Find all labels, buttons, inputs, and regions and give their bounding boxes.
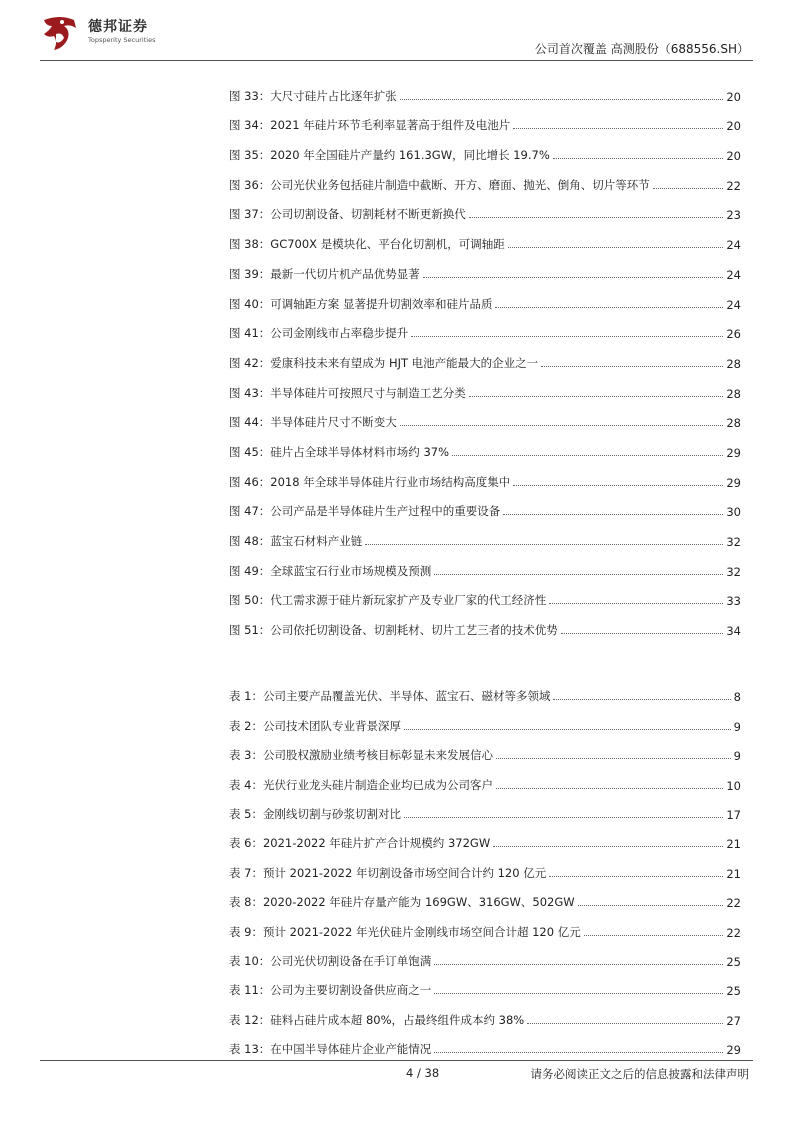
figure-toc-entry[interactable] <box>229 222 741 252</box>
toc-entry-label: 图 47：公司产品是半导体硅片生产过程中的重要设备 <box>229 504 501 519</box>
table-toc-entry[interactable] <box>229 998 741 1027</box>
dot-leader <box>404 817 723 818</box>
figure-toc-entry[interactable] <box>229 608 741 638</box>
dot-leader <box>549 876 723 877</box>
table-toc-entry[interactable] <box>229 851 741 880</box>
toc-entry-label: 图 37：公司切割设备、切割耗材不断更新换代 <box>229 207 466 222</box>
header-divider <box>40 60 753 61</box>
toc-entry-page: 22 <box>726 925 741 940</box>
figure-toc-entry[interactable] <box>229 312 741 342</box>
toc-entry-page: 23 <box>726 208 741 223</box>
figure-toc-entry[interactable] <box>229 579 741 609</box>
dot-leader <box>404 729 731 730</box>
toc-entry-label: 图 45：硅片占全球半导体材料市场约 37% <box>229 444 450 459</box>
toc-entry-label: 图 48：蓝宝石材料产业链 <box>229 534 363 548</box>
toc-entry-label: 图 44：半导体硅片尺寸不断变大 <box>229 415 397 430</box>
table-toc-entry[interactable] <box>229 1028 741 1057</box>
toc-entry-page: 22 <box>726 896 741 911</box>
dot-leader <box>578 905 724 906</box>
toc-entry-page: 17 <box>726 807 741 822</box>
toc-entry-page: 26 <box>726 327 741 342</box>
figure-toc-entry[interactable] <box>229 460 741 490</box>
figure-toc-entry[interactable] <box>229 163 741 193</box>
table-toc-entry[interactable] <box>229 940 741 969</box>
toc-entry-page: 24 <box>726 267 741 282</box>
dot-leader <box>434 574 723 575</box>
table-toc-entry[interactable] <box>229 910 741 939</box>
toc-entry-label: 图 46：2018 年全球半导体硅片行业市场结构高度集中 <box>229 474 511 489</box>
toc-entry-label: 图 42：爱康科技未来有望成为 HJT 电池产能最大的企业之一 <box>229 355 539 370</box>
toc-entry-page: 20 <box>726 89 741 104</box>
dot-leader <box>411 336 723 337</box>
dot-leader <box>513 128 723 129</box>
toc-entry-label: 图 40：可调轴距方案 显著提升切割效率和硅片品质 <box>229 296 493 311</box>
toc-entry-page: 29 <box>726 1043 741 1058</box>
toc-entry-page: 29 <box>726 445 741 460</box>
table-toc-entry[interactable] <box>229 881 741 910</box>
dot-leader <box>452 455 723 456</box>
toc-entry-page: 9 <box>733 749 741 764</box>
dot-leader <box>493 846 723 847</box>
toc-entry-label: 图 50：代工需求源于硅片新玩家扩产及专业厂家的代工经济性 <box>229 593 547 608</box>
table-toc-entry[interactable] <box>229 675 741 704</box>
figure-toc-entry[interactable] <box>229 104 741 134</box>
toc-entry-label: 图 51：公司依托切割设备、切割耗材、切片工艺三者的技术优势 <box>229 623 558 638</box>
toc-entry-label: 表 12：硅料占硅片成本超 80%，占最终组件成本约 38% <box>229 1012 525 1027</box>
toc-entry-page: 22 <box>726 178 741 193</box>
toc-entry-page: 10 <box>726 778 741 793</box>
toc-entry-page: 28 <box>726 416 741 431</box>
toc-entry-page: 34 <box>726 624 741 639</box>
toc-entry-label: 图 43：半导体硅片可按照尺寸与制造工艺分类 <box>229 385 466 400</box>
toc-entry-label: 表 8：2020-2022 年硅片存量产能为 169GW、316GW、502GW <box>229 895 575 910</box>
toc-entry-page: 32 <box>726 564 741 579</box>
toc-entry-page: 24 <box>726 297 741 312</box>
toc-entry-page: 33 <box>726 594 741 609</box>
figure-toc-entry[interactable] <box>229 371 741 401</box>
toc-entry-label: 表 5：金刚线切割与砂浆切割对比 <box>229 806 401 821</box>
figure-toc-entry[interactable] <box>229 193 741 223</box>
dot-leader <box>496 758 731 759</box>
figure-toc-entry[interactable] <box>229 519 741 549</box>
dot-leader <box>561 633 724 634</box>
dot-leader <box>495 307 723 308</box>
dot-leader <box>434 1052 723 1053</box>
toc-entry-label: 表 6：2021-2022 年硅片扩产合计规模约 372GW <box>229 836 491 851</box>
dot-leader <box>469 396 724 397</box>
dot-leader <box>400 425 724 426</box>
toc-entry-label: 图 35：2020 年全国硅片产量约 161.3GW，同比增长 19.7% <box>229 148 550 163</box>
toc-entry-label: 图 49：全球蓝宝石行业市场规模及预测 <box>229 563 432 578</box>
dot-leader <box>503 514 723 515</box>
toc-entry-page: 30 <box>726 505 741 520</box>
toc-entry-page: 28 <box>726 386 741 401</box>
table-toc-entry[interactable] <box>229 704 741 733</box>
dot-leader <box>496 788 723 789</box>
figure-toc-entry[interactable] <box>229 74 741 104</box>
table-toc-entry[interactable] <box>229 734 741 763</box>
toc-entry-label: 图 36：公司光伏业务包括硅片制造中截断、开方、磨面、抛光、倒角、切片等环节 <box>229 177 650 192</box>
toc-entry-label: 表 11：公司为主要切割设备供应商之一 <box>229 983 432 998</box>
figure-toc-entry[interactable] <box>229 133 741 163</box>
figure-toc-entry[interactable] <box>229 282 741 312</box>
footer-divider <box>40 1060 753 1061</box>
table-toc-entry[interactable] <box>229 793 741 822</box>
dot-leader <box>434 993 723 994</box>
toc-entry-page: 21 <box>726 837 741 852</box>
toc-entry-page: 28 <box>726 356 741 371</box>
page-footer <box>0 1060 793 1090</box>
report-title: 公司首次覆盖 高测股份（688556.SH） <box>534 42 749 56</box>
toc-entry-label: 图 33：大尺寸硅片占比逐年扩张 <box>229 88 397 103</box>
figure-toc-entry[interactable] <box>229 490 741 520</box>
figure-list <box>229 74 741 638</box>
dot-leader <box>553 158 724 159</box>
toc-entry-label: 表 9：预计 2021-2022 年光伏硅片金刚线市场空间合计超 120 亿元 <box>229 924 581 939</box>
dot-leader <box>653 188 724 189</box>
toc-entry-label: 表 1：公司主要产品覆盖光伏、半导体、蓝宝石、磁材等多领域 <box>229 689 551 704</box>
toc-entry-page: 27 <box>726 1013 741 1028</box>
toc-entry-page: 9 <box>733 719 741 734</box>
toc-entry-label: 表 10：公司光伏切割设备在手订单饱满 <box>229 953 432 968</box>
toc-entry-label: 图 34：2021 年硅片环节毛利率显著高于组件及电池片 <box>229 118 511 133</box>
dot-leader <box>584 935 724 936</box>
dot-leader <box>527 1023 723 1024</box>
table-toc-entry[interactable] <box>229 763 741 792</box>
dot-leader <box>513 485 723 486</box>
toc-entry-page: 29 <box>726 475 741 490</box>
figure-toc-entry[interactable] <box>229 252 741 282</box>
toc-entry-label: 图 38：GC700X 是模块化、平台化切割机，可调轴距 <box>229 237 505 252</box>
table-list <box>229 675 741 1057</box>
brand-name: 德邦证券 <box>88 19 148 35</box>
toc-entry-label: 表 3：公司股权激励业绩考核目标彰显未来发展信心 <box>229 748 493 763</box>
toc-entry-label: 图 39：最新一代切片机产品优势显著 <box>229 266 420 281</box>
figure-toc-entry[interactable] <box>229 430 741 460</box>
figure-toc-entry[interactable] <box>229 401 741 431</box>
toc-entry-page: 32 <box>726 535 741 549</box>
brand-subtitle: Topsperity Securities <box>88 36 156 44</box>
dot-leader <box>400 99 724 100</box>
figure-toc-entry[interactable] <box>229 341 741 371</box>
disclaimer: 请务必阅读正文之后的信息披露和法律声明 <box>530 1067 749 1081</box>
page-header <box>0 0 793 62</box>
dot-leader <box>365 544 723 545</box>
toc-entry-page: 25 <box>726 954 741 969</box>
toc-entry-page: 21 <box>726 866 741 881</box>
table-toc-entry[interactable] <box>229 969 741 998</box>
toc-entry-label: 表 2：公司技术团队专业背景深厚 <box>229 718 401 733</box>
dot-leader <box>553 699 730 700</box>
page-number: 4 / 38 <box>406 1066 440 1080</box>
dot-leader <box>549 603 723 604</box>
dongbang-logo-icon <box>40 14 80 54</box>
table-toc-entry[interactable] <box>229 822 741 851</box>
toc-entry-page: 20 <box>726 119 741 134</box>
toc-entry-page: 25 <box>726 984 741 999</box>
toc-entry-page: 8 <box>733 690 741 705</box>
dot-leader <box>434 964 723 965</box>
toc-entry-label: 表 4：光伏行业龙头硅片制造企业均已成为公司客户 <box>229 777 493 792</box>
figure-toc-entry[interactable] <box>229 549 741 579</box>
toc-entry-label: 图 41：公司金刚线市占率稳步提升 <box>229 326 409 341</box>
toc-entry-label: 表 13：在中国半导体硅片企业产能情况 <box>229 1042 432 1057</box>
toc-entry-page: 20 <box>726 149 741 164</box>
dot-leader <box>469 217 724 218</box>
dot-leader <box>423 277 724 278</box>
dot-leader <box>541 366 723 367</box>
toc-entry-label: 表 7：预计 2021-2022 年切割设备市场空间合计约 120 亿元 <box>229 865 547 880</box>
dot-leader <box>508 247 724 248</box>
toc-entry-page: 24 <box>726 238 741 253</box>
